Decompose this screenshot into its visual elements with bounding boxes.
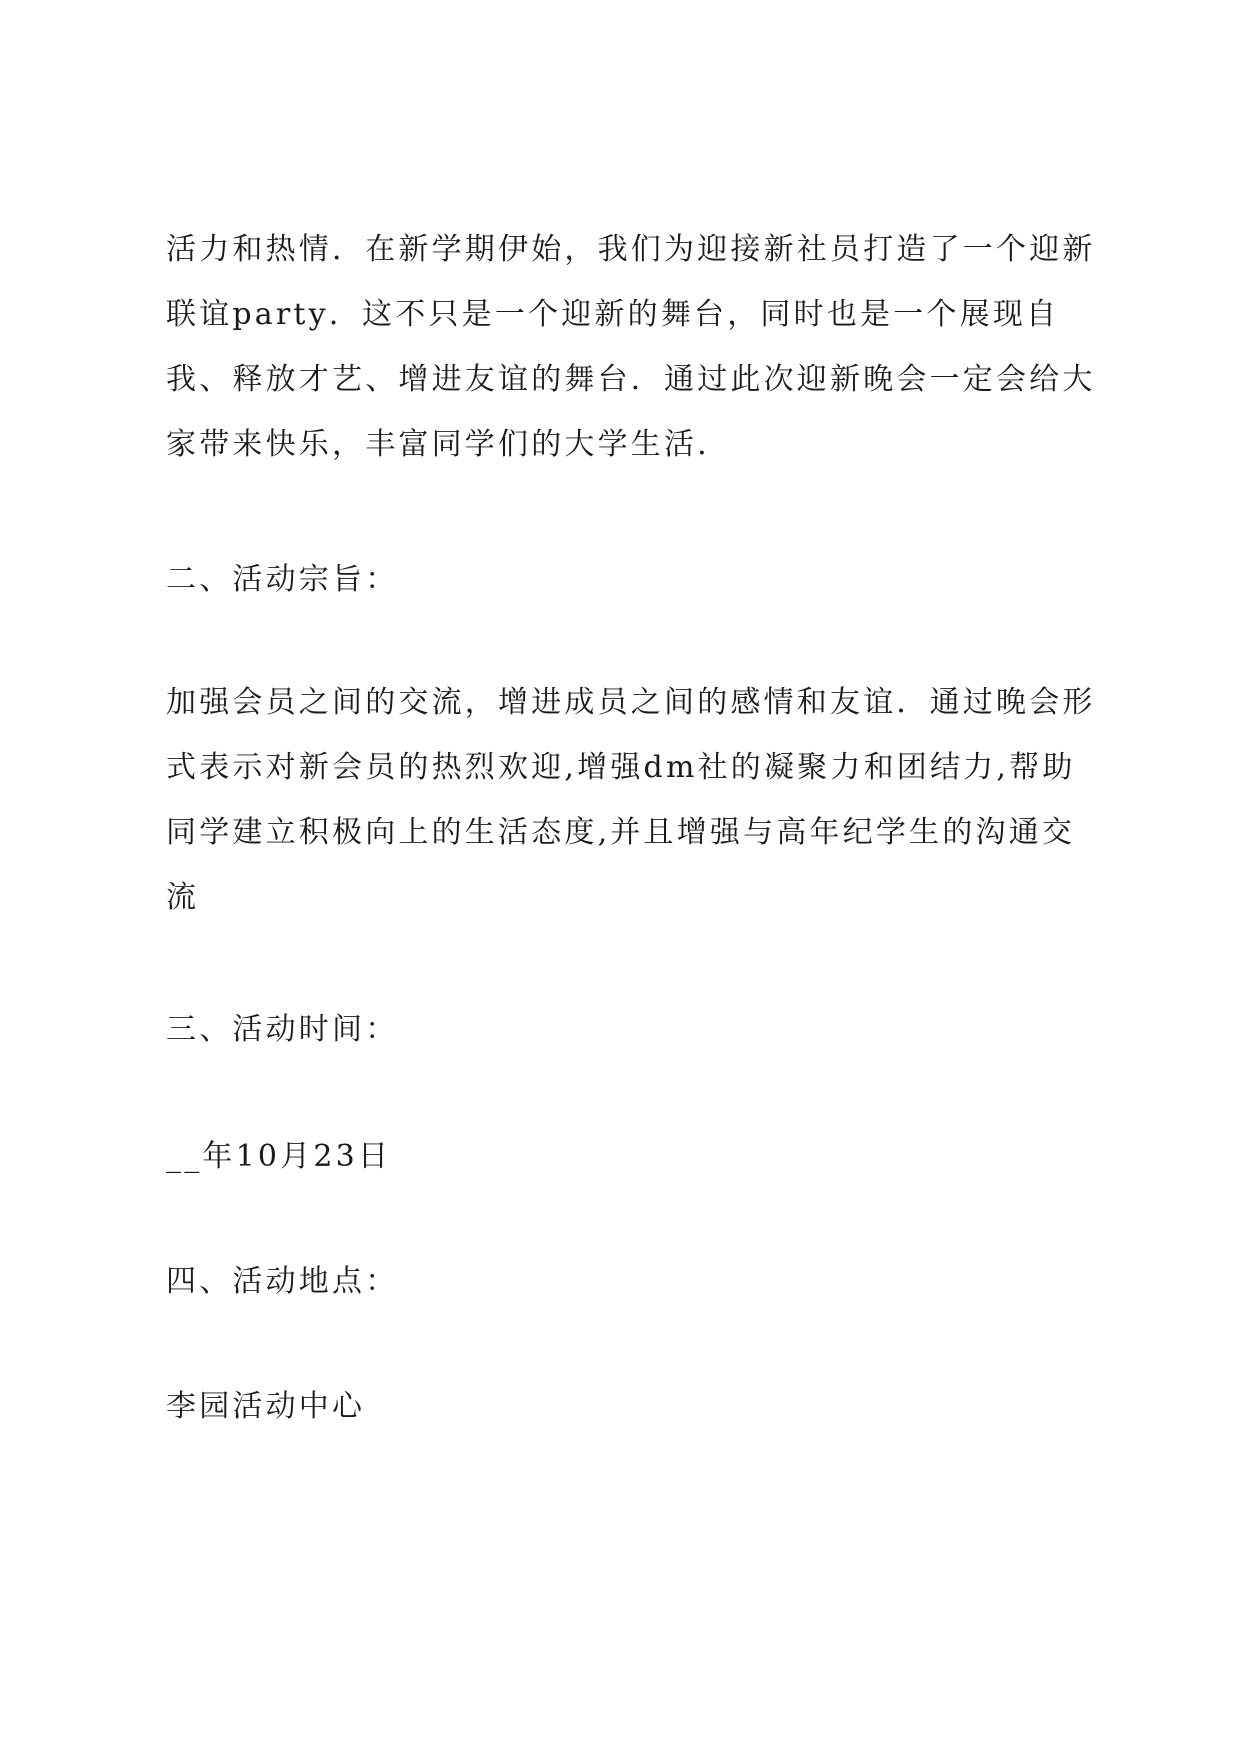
- purpose-line-1: 加强会员之间的交流，增进成员之间的感情和友谊．通过晚会形: [166, 685, 1096, 720]
- purpose-line-3: 同学建立积极向上的生活态度,并且增强与高年纪学生的沟通交: [166, 815, 1076, 850]
- intro-line-1: 活力和热情．在新学期伊始，我们为迎接新社员打造了一个迎新: [166, 232, 1096, 267]
- purpose-line-2: 式表示对新会员的热烈欢迎,增强dm社的凝聚力和团结力,帮助: [166, 750, 1076, 785]
- location-value: 李园活动中心: [166, 1389, 366, 1424]
- intro-line-2: 联谊party．这不只是一个迎新的舞台，同时也是一个展现自: [166, 297, 1060, 332]
- purpose-line-4: 流: [166, 880, 200, 915]
- time-value: __年10月23日: [166, 1139, 392, 1174]
- section-time-heading: 三、活动时间：: [166, 1012, 399, 1047]
- section-location-heading: 四、活动地点：: [166, 1264, 399, 1299]
- section-purpose-heading: 二、活动宗旨：: [166, 562, 399, 597]
- intro-line-3: 我、释放才艺、增进友谊的舞台．通过此次迎新晚会一定会给大: [166, 362, 1096, 397]
- intro-line-4: 家带来快乐，丰富同学们的大学生活．: [166, 427, 731, 462]
